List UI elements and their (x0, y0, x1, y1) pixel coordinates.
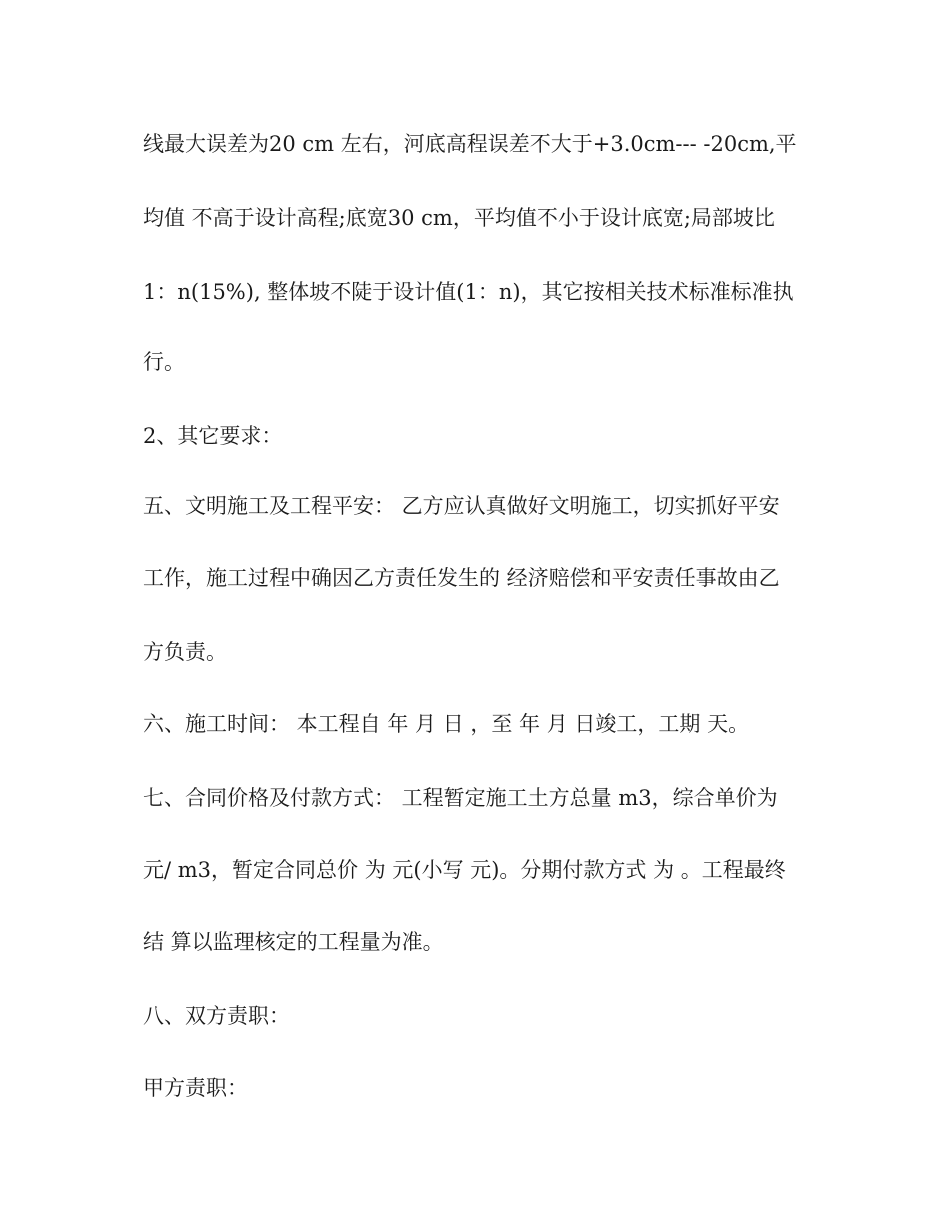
section-heading-civilized-construction: 五、文明施工及工程平安： 乙方应认真做好文明施工，切实抓好平安 (143, 494, 780, 518)
text-line-2: 均值 不高于设计高程;底宽30 cm，平均值不小于设计底宽;局部坡比 (143, 206, 775, 230)
section-heading-other-requirements: 2、其它要求： (143, 424, 283, 448)
text-line-1: 线最大误差为20 cm 左右，河底高程误差不大于+3.0cm--- -20cm,平 (143, 132, 797, 156)
text-line-3: 1：n(15%), 整体坡不陡于设计值(1：n)，其它按相关技术标准标准执 (143, 280, 794, 304)
section-heading-responsibilities: 八、双方责职： (143, 1004, 290, 1028)
text-line-11: 元/ m3，暂定合同总价 为 元(小写 元)。分期付款方式 为 。工程最终 (143, 858, 786, 882)
section-heading-contract-price: 七、合同价格及付款方式： 工程暂定施工土方总量 m3，综合单价为 (143, 786, 778, 810)
section-heading-construction-time: 六、施工时间： 本工程自 年 月 日 ，至 年 月 日竣工，工期 天。 (143, 712, 750, 736)
text-line-8: 方负责。 (143, 640, 227, 664)
text-line-4: 行。 (143, 350, 185, 374)
text-line-7: 工作，施工过程中确因乙方责任发生的 经济赔偿和平安责任事故由乙 (143, 566, 780, 590)
text-line-12: 结 算以监理核定的工程量为准。 (143, 930, 444, 954)
subheading-party-a-responsibilities: 甲方责职： (143, 1076, 248, 1100)
